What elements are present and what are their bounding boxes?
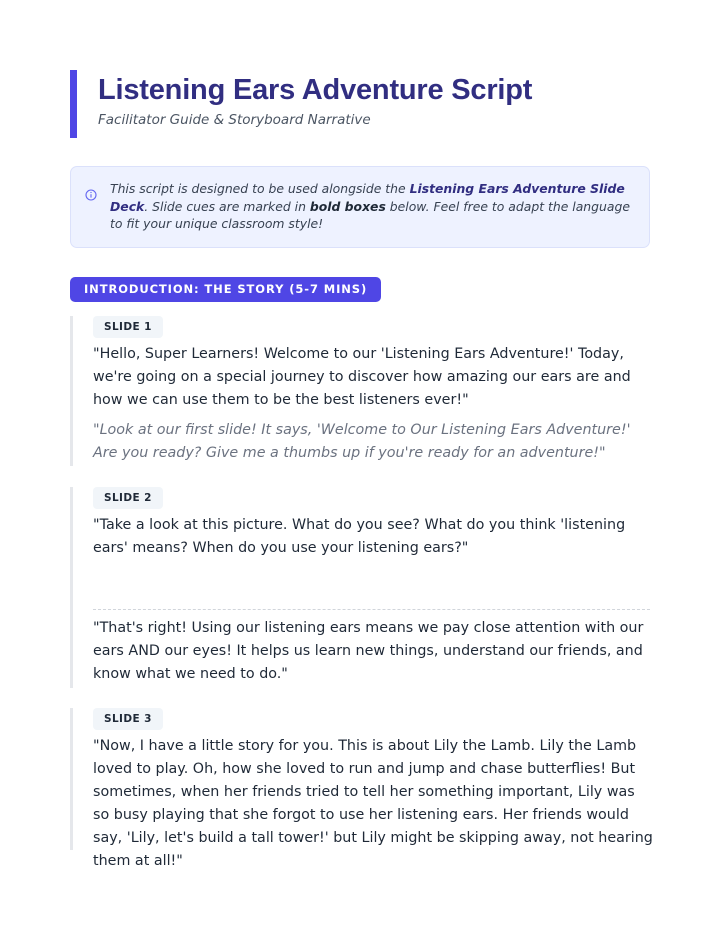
slide-3-narration: "Now, I have a little story for you. This is about Lily the Lamb. Lily the Lamb loved to play. Oh, how she loved to run and jump and chase butterflies! But sometimes, when her friends tried to tell her something important, Lily was so busy playing that she forgot to use her listening ears. Her friends would say, 'Lily, let's build a tall tower!' but Lily might be skipping away, not hearing them at all!"	[93, 738, 653, 869]
slide-3-badge: SLIDE 3	[93, 708, 163, 730]
note-text: This script is designed to be used alongside the Listening Ears Adventure Slide Deck. Slide cues are marked in bold boxes below. Feel free to adapt the language to fit your unique classroom style!	[110, 181, 630, 231]
info-icon	[85, 189, 97, 201]
slide-3-block	[70, 708, 653, 869]
slide-deck-name: Listening Ears Adventure Slide Deck	[110, 181, 625, 214]
header-accent-bar	[70, 70, 77, 138]
slide-2-badge: SLIDE 2	[93, 487, 163, 509]
section-heading-introduction: INTRODUCTION: THE STORY (5-7 MINS)	[70, 277, 381, 302]
bold-boxes-text: bold boxes	[309, 198, 386, 214]
slide-1-narration: "Hello, Super Learners! Welcome to our 'Listening Ears Adventure!' Today, we're going on a special journey to discover how amazing our ears are and how we can use them to be the best listeners ever!"	[93, 346, 631, 408]
page-subtitle: Facilitator Guide & Storyboard Narrative	[98, 112, 371, 128]
slide-divider-line	[70, 708, 73, 850]
facilitator-note	[70, 166, 650, 248]
slide-2-followup: "That's right! Using our listening ears means we pay close attention with our ears AND our eyes! It helps us learn new things, understand our friends, and know what we need to do."	[93, 620, 644, 682]
slide-2-block	[70, 487, 650, 688]
page-header	[70, 70, 650, 138]
slide-divider-line	[70, 487, 73, 688]
slide-1-cue: "Look at our first slide! It says, 'Welcome to Our Listening Ears Adventure!' Are you ready? Give me a thumbs up if you're ready for an adventure!"	[93, 422, 631, 461]
slide-1-badge: SLIDE 1	[93, 316, 163, 338]
slide-divider-line	[70, 316, 73, 466]
slide-2-narration: "Take a look at this picture. What do you see? What do you think 'listening ears' means? When do you use your listening ears?"	[93, 517, 626, 556]
page-title: Listening Ears Adventure Script	[98, 74, 533, 106]
dashed-separator	[93, 609, 650, 610]
slide-1-block	[70, 316, 650, 466]
